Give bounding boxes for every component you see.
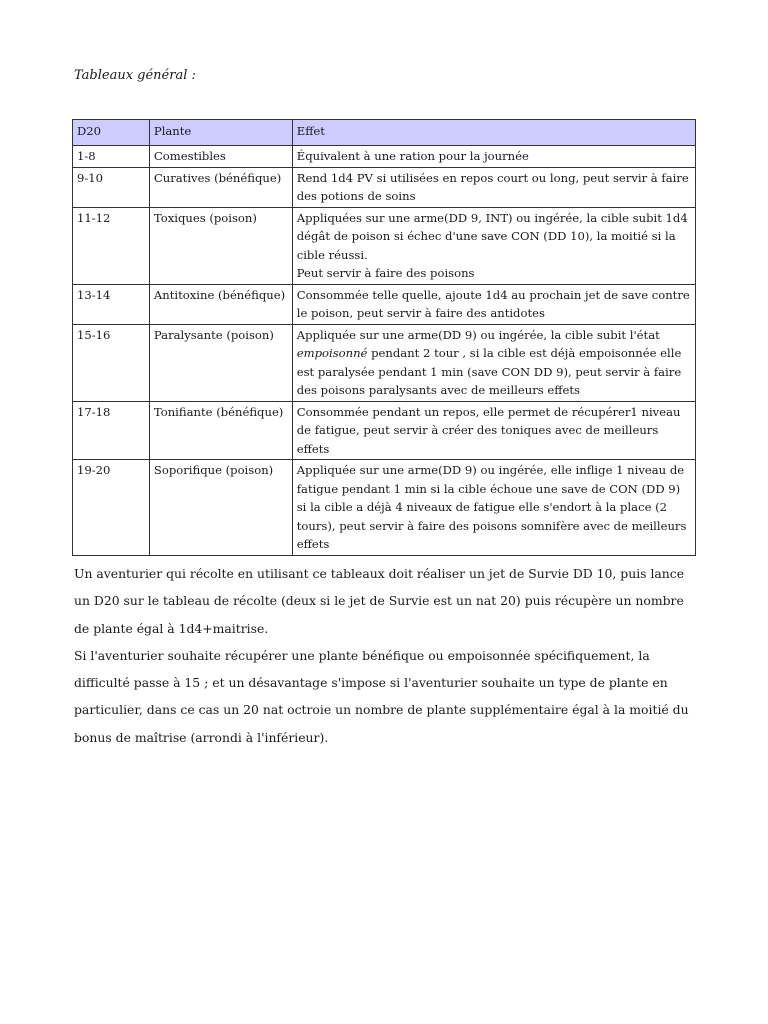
effet-line: Rend 1d4 PV si utilisées en repos court ou long, peut servir à faire des potions de soins <box>296 170 689 203</box>
effet-text-end: pendant 2 tour , si la cible est déjà empoisonnée elle est paralysée pendant 1 min (save CON DD 9), peut servir à faire des poisons paralysants avec de meilleurs effets <box>296 346 682 397</box>
effet-line: Équivalent à une ration pour la journée <box>296 149 529 163</box>
cell-plante: Paralysante (poison) <box>149 324 292 401</box>
cell-plante: Soporifique (poison) <box>149 460 292 556</box>
table-row <box>73 146 696 168</box>
cell-plante: Tonifiante (bénéfique) <box>149 401 292 460</box>
cell-d20: 11-12 <box>73 207 150 284</box>
effet-line: Appliquée sur une arme(DD 9) ou ingérée, elle inflige 1 niveau de fatigue pendant 1 min si la cible échoue une save de CON (DD 9) si la cible a déjà 4 niveaux de fatigue elle s'endort à la place (2 tours), peut servir à faire des poisons somnifère avec de meilleurs effets <box>296 463 687 551</box>
cell-effet <box>292 284 695 324</box>
cell-effet <box>292 401 695 460</box>
effet-line: Consommée telle quelle, ajoute 1d4 au prochain jet de save contre le poison, peut servir à faire des antidotes <box>296 287 690 320</box>
cell-effet <box>292 207 695 284</box>
cell-effet <box>292 324 695 401</box>
cell-d20: 13-14 <box>73 284 150 324</box>
cell-effet <box>292 146 695 168</box>
effet-line: Peut servir à faire des poisons <box>296 266 475 280</box>
header-plante: Plante <box>149 120 292 146</box>
header-effet: Effet <box>292 120 695 146</box>
cell-plante: Curatives (bénéfique) <box>149 167 292 207</box>
table-row <box>73 284 696 324</box>
cell-d20: 9-10 <box>73 167 150 207</box>
paragraph: Un aventurier qui récolte en utilisant ce tableaux doit réaliser un jet de Survie DD 10, puis lance un D20 sur le tableau de récolte (deux si le jet de Survie est un nat 20) puis récupère un nombre de plante égal à 1d4+maitrise. <box>74 566 685 636</box>
cell-effet <box>292 460 695 556</box>
cell-plante: Antitoxine (bénéfique) <box>149 284 292 324</box>
table-row <box>73 460 696 556</box>
page-heading: Tableaux général : <box>74 68 196 83</box>
recolte-table <box>72 119 696 556</box>
paragraph: Si l'aventurier souhaite récupérer une plante bénéfique ou empoisonnée spécifiquement, la difficulté passe à 15 ; et un désavantage s'impose si l'aventurier souhaite un type de plante en particulier, dans ce cas un 20 nat octroie un nombre de plante supplémentaire égal à la moitié du bonus de maîtrise (arrondi à l'inférieur). <box>74 647 689 745</box>
cell-d20: 15-16 <box>73 324 150 401</box>
effet-text-start: Appliquée sur une arme(DD 9) ou ingérée, la cible subit l'état <box>296 327 660 342</box>
header-d20: D20 <box>73 120 150 146</box>
effet-line: Appliquées sur une arme(DD 9, INT) ou ingérée, la cible subit 1d4 dégât de poison si échec d'une save CON (DD 10), la moitié si la cible réussi. <box>296 210 688 262</box>
table-row <box>73 324 696 401</box>
cell-plante: Comestibles <box>149 146 292 168</box>
table-header-row <box>73 120 696 146</box>
effet-line: Consommée pendant un repos, elle permet de récupérer1 niveau de fatigue, peut servir à créer des toniques avec de meilleurs effets <box>296 404 681 456</box>
rules-text <box>74 560 700 751</box>
cell-d20: 19-20 <box>73 460 150 556</box>
cell-d20: 1-8 <box>73 146 150 168</box>
table-row <box>73 167 696 207</box>
table-row <box>73 207 696 284</box>
cell-d20: 17-18 <box>73 401 150 460</box>
cell-effet <box>292 167 695 207</box>
effet-italic-term: empoisonné <box>296 346 368 360</box>
table-row <box>73 401 696 460</box>
cell-plante: Toxiques (poison) <box>149 207 292 284</box>
